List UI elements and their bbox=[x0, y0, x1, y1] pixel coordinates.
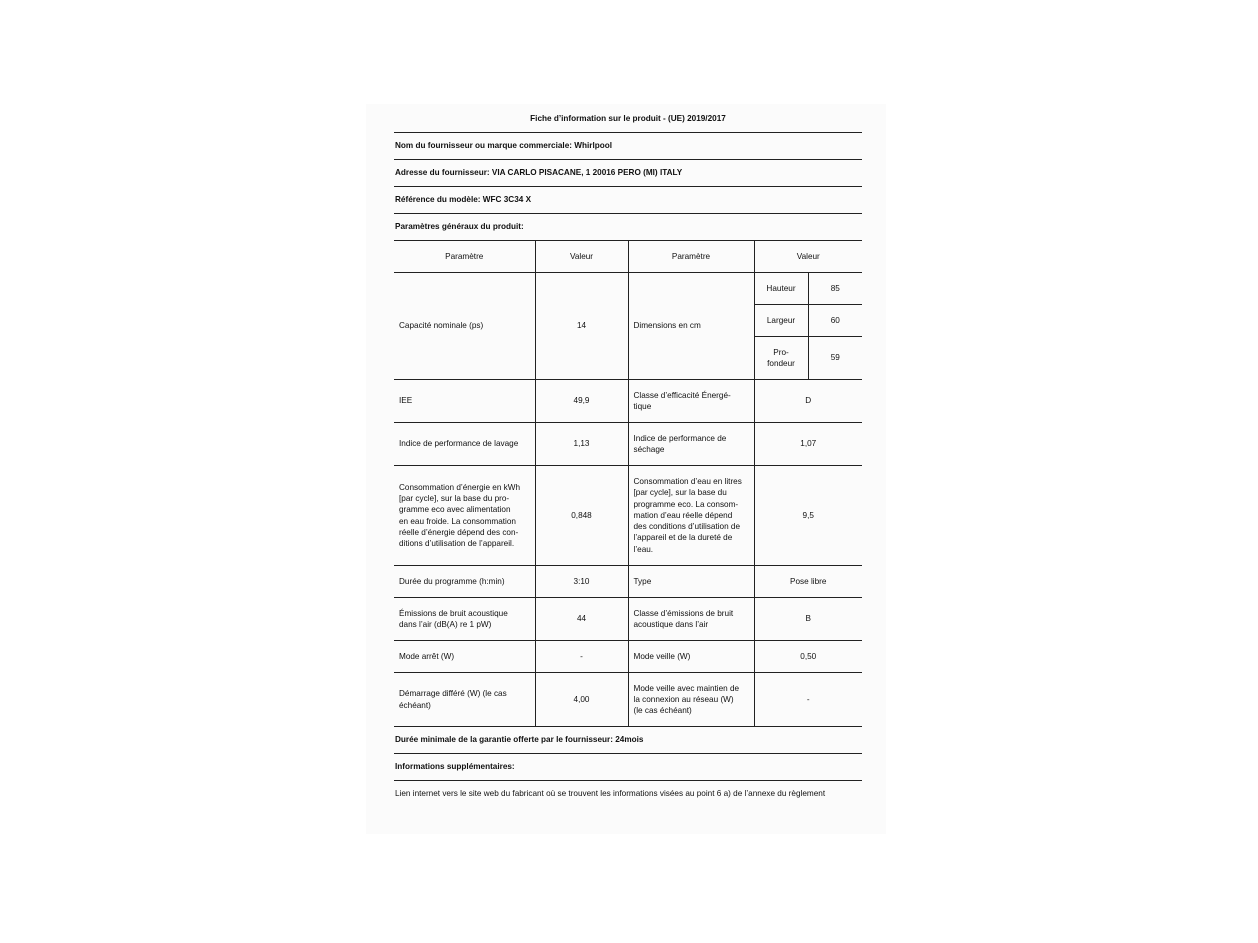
header-valeur-2: Valeur bbox=[754, 241, 862, 273]
general-parameters-heading: Paramètres généraux du produit: bbox=[395, 222, 524, 231]
depth-value: 59 bbox=[808, 337, 862, 380]
param-cell: Durée du programme (h:min) bbox=[394, 566, 535, 598]
sheet-title: Fiche d’information sur le produit - (UE) 2019/2017 bbox=[394, 110, 862, 133]
value-cell: 3:10 bbox=[535, 566, 628, 598]
table-row bbox=[394, 673, 862, 727]
param-cell: Consommation d’énergie en kWh [par cycle], sur la base du pro- gramme eco avec alimentation en eau froide. La consommation réelle d’énergie dépend des con- ditions d’utilisation de l’appareil. bbox=[394, 466, 535, 566]
param-cell: Type bbox=[628, 566, 754, 598]
table-row bbox=[394, 641, 862, 673]
param-cell: Mode arrêt (W) bbox=[394, 641, 535, 673]
supplier-address: Adresse du fournisseur: VIA CARLO PISACANE, 1 20016 PERO (MI) ITALY bbox=[394, 160, 862, 187]
product-information-sheet bbox=[394, 110, 862, 807]
param-cell: Indice de performance de lavage bbox=[394, 423, 535, 466]
table-header-row bbox=[394, 241, 862, 273]
table-row bbox=[394, 598, 862, 641]
param-cell: Consommation d’eau en litres [par cycle], sur la base du programme eco. La consom- mation d’eau réelle dépend des conditions d’utilisation de l’appareil et de la dureté de l’eau. bbox=[628, 466, 754, 566]
param-cell: Démarrage différé (W) (le cas échéant) bbox=[394, 673, 535, 727]
value-cell: D bbox=[754, 380, 862, 423]
param-cell: Mode veille (W) bbox=[628, 641, 754, 673]
supplier-name: Nom du fournisseur ou marque commerciale: Whirlpool bbox=[394, 133, 862, 160]
height-value: 85 bbox=[808, 273, 862, 305]
value-cell: 9,5 bbox=[754, 466, 862, 566]
param-cell: Capacité nominale (ps) bbox=[394, 273, 535, 380]
header-valeur-1: Valeur bbox=[535, 241, 628, 273]
additional-info-heading: Informations supplémentaires: bbox=[394, 754, 862, 781]
header-parametre-2: Paramètre bbox=[628, 241, 754, 273]
dimensions-label: Dimensions en cm bbox=[628, 273, 754, 380]
value-cell: Pose libre bbox=[754, 566, 862, 598]
model-reference: Référence du modèle: WFC 3C34 X bbox=[394, 187, 862, 214]
param-cell: Émissions de bruit acoustique dans l’air (dB(A) re 1 pW) bbox=[394, 598, 535, 641]
width-label: Largeur bbox=[754, 305, 808, 337]
table-row bbox=[394, 423, 862, 466]
depth-label: Pro- fondeur bbox=[754, 337, 808, 380]
value-cell: 14 bbox=[535, 273, 628, 380]
value-cell: 0,848 bbox=[535, 466, 628, 566]
value-cell: 4,00 bbox=[535, 673, 628, 727]
height-label: Hauteur bbox=[754, 273, 808, 305]
manufacturer-link-text: Lien internet vers le site web du fabricant où se trouvent les informations visées au point 6 a) de l’annexe du règlement bbox=[395, 789, 826, 798]
parameters-table bbox=[394, 240, 862, 727]
table-row bbox=[394, 273, 862, 305]
value-cell: 44 bbox=[535, 598, 628, 641]
value-cell: 1,07 bbox=[754, 423, 862, 466]
value-cell: 0,50 bbox=[754, 641, 862, 673]
table-row bbox=[394, 380, 862, 423]
warranty-duration: Durée minimale de la garantie offerte par le fournisseur: 24mois bbox=[394, 727, 862, 754]
value-cell: B bbox=[754, 598, 862, 641]
param-cell: Classe d’émissions de bruit acoustique dans l’air bbox=[628, 598, 754, 641]
param-cell: IEE bbox=[394, 380, 535, 423]
header-parametre-1: Paramètre bbox=[394, 241, 535, 273]
value-cell: 49,9 bbox=[535, 380, 628, 423]
table-row bbox=[394, 566, 862, 598]
value-cell: - bbox=[754, 673, 862, 727]
width-value: 60 bbox=[808, 305, 862, 337]
value-cell: - bbox=[535, 641, 628, 673]
param-cell: Classe d’efficacité Énergé- tique bbox=[628, 380, 754, 423]
value-cell: 1,13 bbox=[535, 423, 628, 466]
param-cell: Indice de performance de séchage bbox=[628, 423, 754, 466]
param-cell: Mode veille avec maintien de la connexion au réseau (W) (le cas échéant) bbox=[628, 673, 754, 727]
table-row bbox=[394, 466, 862, 566]
